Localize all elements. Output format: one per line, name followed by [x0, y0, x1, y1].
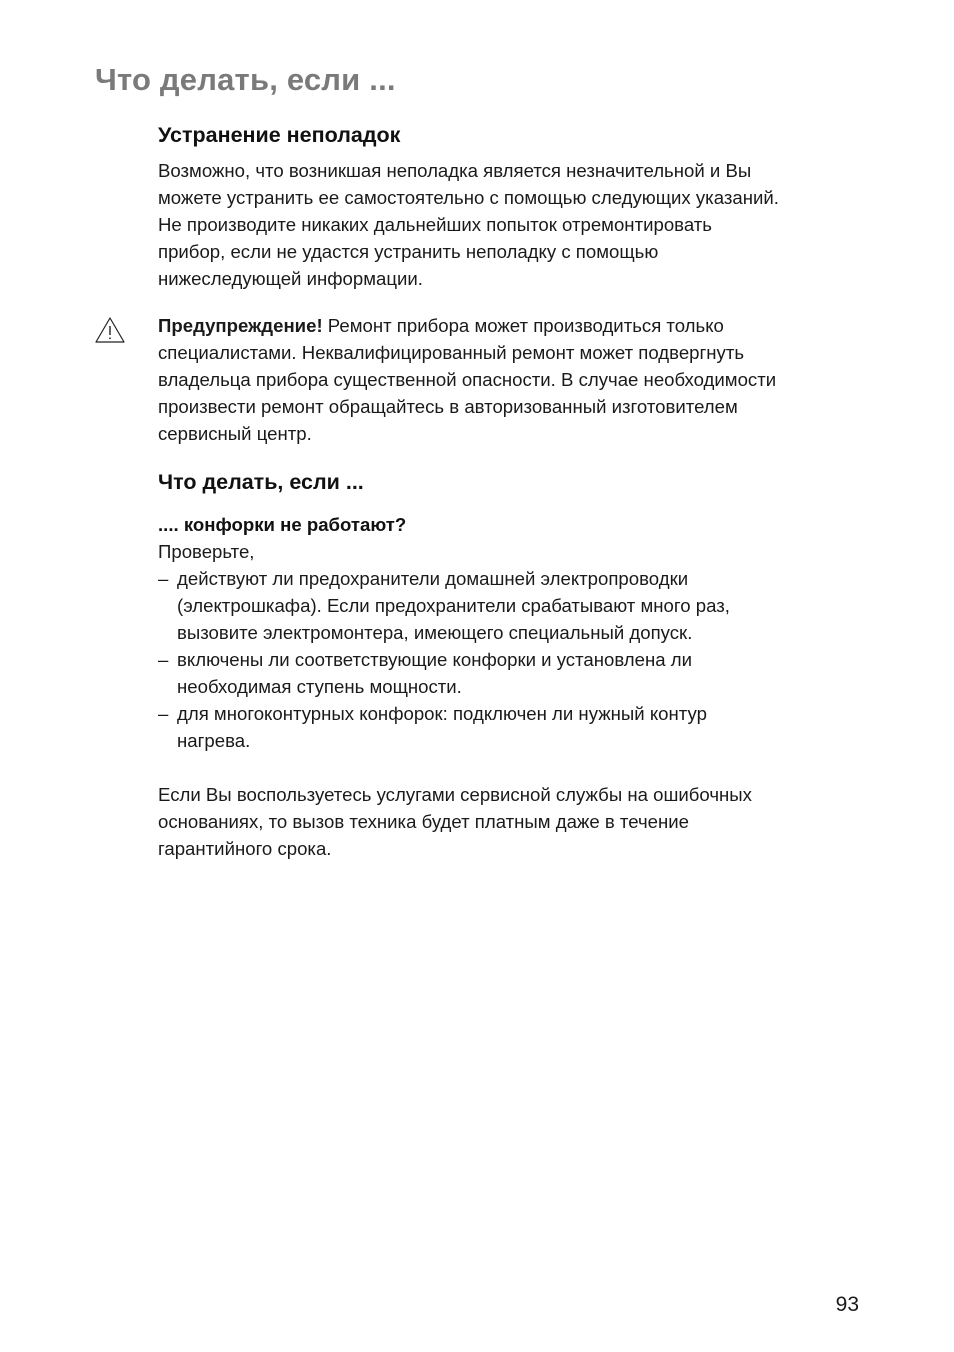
service-cost-note	[158, 781, 878, 862]
dash-bullet: –	[158, 649, 169, 670]
list-item-line: включены ли соответствующие конфорки и установлена ли	[177, 649, 693, 670]
list-item-line: (электрошкафа). Если предохранители срабатывают много раз,	[177, 595, 730, 616]
list-item-line: действуют ли предохранители домашней электропроводки	[177, 568, 689, 589]
closing-line: гарантийного срока.	[158, 838, 332, 859]
warning-line: Ремонт прибора может производиться только	[322, 315, 724, 336]
intro-line: можете устранить ее самостоятельно с помощью следующих указаний.	[158, 187, 779, 208]
intro-line: нижеследующей информации.	[158, 268, 423, 289]
warning-text	[158, 312, 878, 447]
list-item-line: вызовите электромонтера, имеющего специальный допуск.	[177, 622, 693, 643]
intro-line: Возможно, что возникшая неполадка является незначительной и Вы	[158, 160, 752, 181]
troubleshooting-intro	[158, 157, 878, 292]
intro-line: Не производите никаких дальнейших попыток отремонтировать	[158, 214, 712, 235]
page-title: Что делать, если ...	[95, 62, 396, 97]
burners-not-working-subheading: .... конфорки не работают?	[158, 514, 407, 535]
page-number: 93	[835, 1293, 859, 1316]
troubleshooting-heading: Устранение неполадок	[158, 123, 401, 147]
warning-line: сервисный центр.	[158, 423, 312, 444]
warning-label: Предупреждение!	[158, 315, 323, 336]
closing-line: Если Вы воспользуетесь услугами сервисной службы на ошибочных	[158, 784, 752, 805]
list-item-line: для многоконтурных конфорок: подключен ли нужный контур	[177, 703, 707, 724]
dash-bullet: –	[158, 568, 169, 589]
warning-block	[158, 312, 878, 447]
closing-line: основаниях, то вызов техника будет платным даже в течение	[158, 811, 689, 832]
check-label: Проверьте,	[158, 541, 255, 562]
main-content	[158, 120, 878, 862]
list-item-line: необходимая ступень мощности.	[177, 676, 462, 697]
check-list	[158, 565, 878, 754]
list-item	[158, 565, 878, 646]
warning-line: владельца прибора существенной опасности. В случае необходимости	[158, 369, 777, 390]
what-to-do-heading: Что делать, если ...	[158, 470, 364, 494]
intro-line: прибор, если не удастся устранить неполадку с помощью	[158, 241, 659, 262]
list-item	[158, 700, 878, 754]
warning-line: специалистами. Неквалифицированный ремонт может подвергнуть	[158, 342, 745, 363]
list-item-line: нагрева.	[177, 730, 251, 751]
warning-triangle-icon	[94, 316, 126, 344]
what-to-do-section	[158, 467, 878, 862]
list-item	[158, 646, 878, 700]
warning-line: произвести ремонт обращайтесь в авторизованный изготовителем	[158, 396, 738, 417]
dash-bullet: –	[158, 703, 169, 724]
